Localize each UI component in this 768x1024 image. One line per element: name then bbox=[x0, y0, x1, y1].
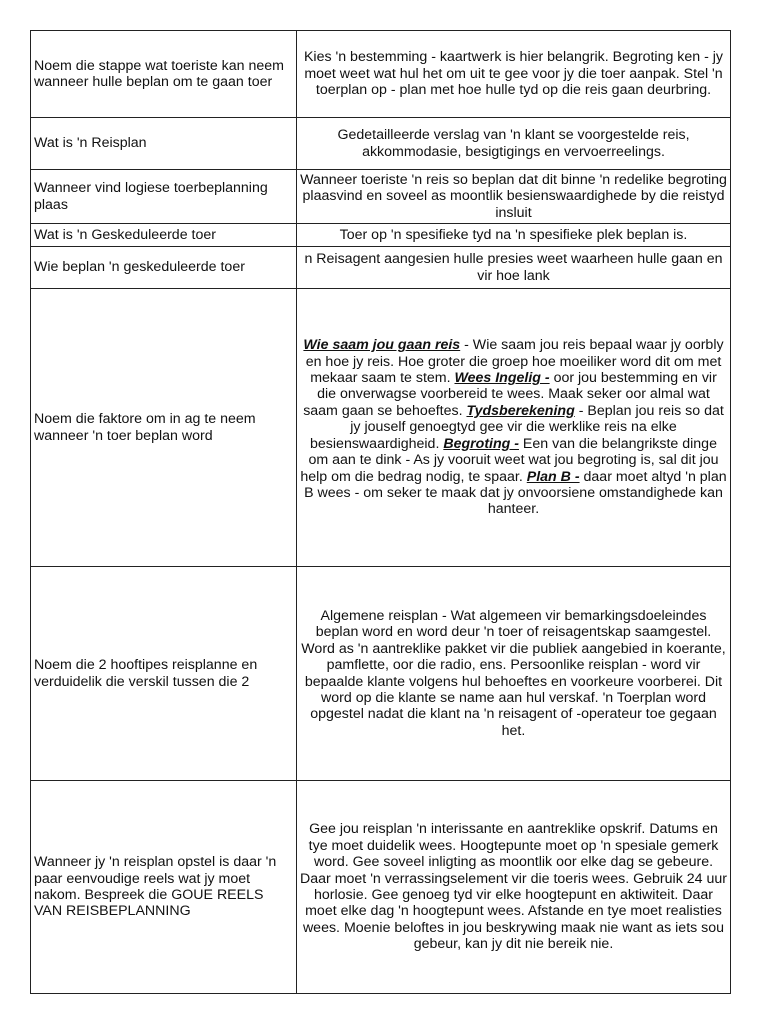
factor-text: - Wie saam jou reis bepaal waar jy oorbly en hoe jy reis. Hoe groter die groep hoe moeiliker word dit om met mekaar saam te stem. bbox=[305, 337, 724, 387]
table-row bbox=[31, 567, 731, 781]
qa-table bbox=[30, 30, 731, 994]
answer-cell: Wanneer toeriste 'n reis so beplan dat dit binne 'n redelike begroting plaasvind en soveel as moontlik besienswaardighede by die reistyd insluit bbox=[297, 170, 731, 224]
answer-cell: n Reisagent aangesien hulle presies weet waarheen hulle gaan en vir hoe lank bbox=[297, 247, 731, 289]
factor-text: oor jou bestemming en vir die onverwagse voorbereid te wees. Maak seker oor almal wat saam gaan se behoeftes. bbox=[303, 370, 717, 419]
answer-cell: Gedetailleerde verslag van 'n klant se voorgestelde reis, akkommodasie, besigtigings en vervoerreelings. bbox=[297, 118, 731, 170]
table-row bbox=[31, 224, 731, 247]
answer-cell bbox=[297, 289, 731, 567]
factor-title-timing: Tydsberekening bbox=[466, 402, 575, 419]
table-row bbox=[31, 289, 731, 567]
table-row bbox=[31, 781, 731, 994]
table-row bbox=[31, 31, 731, 118]
factor-title-informed: Wees Ingelig - bbox=[454, 370, 550, 387]
answer-cell: Toer op 'n spesifieke tyd na 'n spesifieke plek beplan is. bbox=[297, 224, 731, 247]
answer-cell: Algemene reisplan - Wat algemeen vir bemarkingsdoeleindes beplan word en word deur 'n toer of reisagentskap saamgestel. Word as 'n aantreklike pakket vir die publiek aangebied in koerante, pamflette, oor die radio, ens. Persoonlike reisplan - word vir bepaalde klante volgens hul behoeftes en voorkeure voorberei. Dit word op die klante se name aan hul verskaf. 'n Toerplan word opgestel nadat die klant na 'n reisagent of -operateur toe gegaan het. bbox=[297, 567, 731, 781]
question-cell: Wanneer vind logiese toerbeplanning plaas bbox=[31, 170, 297, 224]
table-row bbox=[31, 170, 731, 224]
question-cell: Noem die 2 hooftipes reisplanne en verduidelik die verskil tussen die 2 bbox=[31, 567, 297, 781]
question-cell: Wat is 'n Reisplan bbox=[31, 118, 297, 170]
factor-title-plan-b: Plan B - bbox=[526, 468, 580, 485]
table-row bbox=[31, 247, 731, 289]
answer-cell: Kies 'n bestemming - kaartwerk is hier belangrik. Begroting ken - jy moet weet wat hul het om uit te gee voor jy die toer aanpak. Stel 'n toerplan op - plan met hoe hulle tyd op die reis gaan deurbring. bbox=[297, 31, 731, 118]
factor-text: - Beplan jou reis so dat jy jouself genoegtyd gee vir die werklike reis na elke besienswaardigheid. bbox=[310, 402, 724, 452]
factor-title-company: Wie saam jou gaan reis bbox=[303, 337, 461, 354]
factor-text: daar moet altyd 'n plan B wees - om seker te maak dat jy onvoorsiene omstandighede kan hanteer. bbox=[304, 468, 727, 518]
question-cell: Wanneer jy 'n reisplan opstel is daar 'n paar eenvoudige reels wat jy moet nakom. Bespreek die GOUE REELS VAN REISBEPLANNING bbox=[31, 781, 297, 994]
question-cell: Wie beplan 'n geskeduleerde toer bbox=[31, 247, 297, 289]
question-cell: Noem die stappe wat toeriste kan neem wanneer hulle beplan om te gaan toer bbox=[31, 31, 297, 118]
answer-cell: Gee jou reisplan 'n interissante en aantreklike opskrif. Datums en tye moet duidelik wees. Hoogtepunte moet op 'n spesiale gemerk word. Gee soveel inligting as moontlik oor elke dag se gebeure. Daar moet 'n verrassingselement vir die toeris wees. Gebruik 24 uur horlosie. Gee genoeg tyd vir elke hoogtepunt en aktiwiteit. Daar moet elke dag 'n hoogtepunt wees. Afstande en tye moet realisties wees. Moenie beloftes in jou beskrywing maak nie want as iets sou gebeur, kan jy dit nie bereik nie. bbox=[297, 781, 731, 994]
table-row bbox=[31, 118, 731, 170]
factor-text: Een van die belangrikste dinge om aan te dink - As jy vooruit weet wat jou begroting is, sal dit jou help om die bedrag nodig, te spaar. bbox=[300, 435, 719, 485]
factor-title-budget: Begroting - bbox=[443, 435, 519, 452]
question-cell: Noem die faktore om in ag te neem wanneer 'n toer beplan word bbox=[31, 289, 297, 567]
question-cell: Wat is 'n Geskeduleerde toer bbox=[31, 224, 297, 247]
